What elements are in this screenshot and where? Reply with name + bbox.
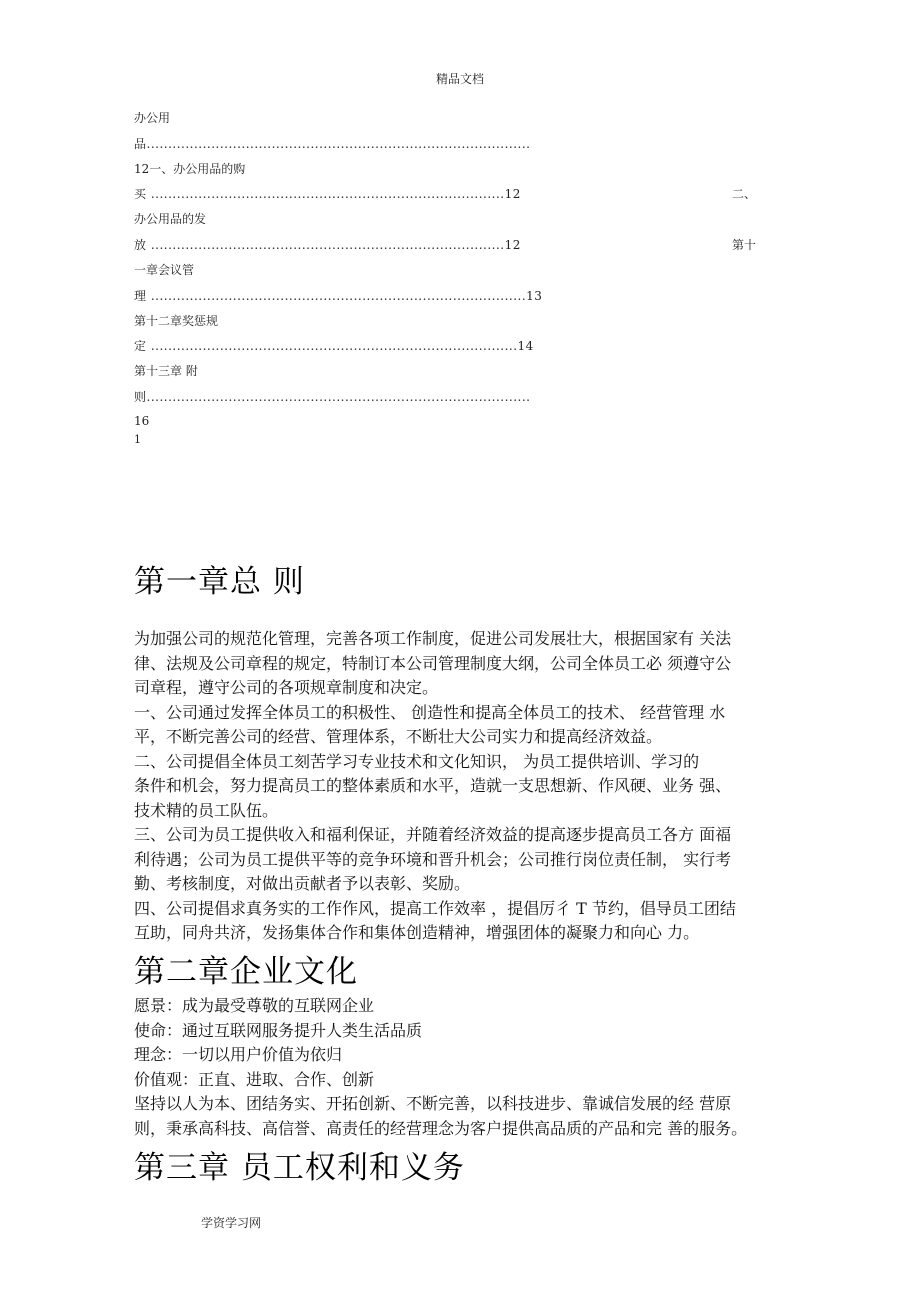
page-footer: 学资学习网 (201, 1216, 262, 1230)
body-line: 则，秉承高科技、高信誉、高责任的经营理念为客户提供高品质的产品和完 善的服务。 (134, 1118, 748, 1138)
body-line: 条件和机会，努力提高员工的整体素质和水平，造就一支思想新、作风硬、业务 强、 (134, 776, 732, 795)
toc-page-number: 1 (134, 433, 141, 446)
body-line: 司章程，遵守公司的各项规章制度和决定。 (134, 678, 439, 697)
toc-line: 办公用 (134, 111, 171, 125)
body-line: 互助，同舟共济，发扬集体合作和集体创造精神，增强团体的凝聚力和向心 力。 (134, 923, 700, 942)
body-line: 为加强公司的规范化管理，完善各项工作制度，促进公司发展壮大，根据国家有 关法 (134, 629, 732, 648)
body-line: 价值观：正直、进取、合作、创新 (134, 1069, 375, 1089)
body-line: 技术精的员工队伍。 (134, 800, 279, 820)
body-line: 利待遇；公司为员工提供平等的竞争环境和晋升机会；公司推行岗位责任制， 实行考 (134, 849, 732, 869)
chapter-2-body (134, 994, 786, 1141)
toc-line: 第十三章 附 (134, 364, 198, 378)
toc-line: 买 ..................................................................................12 (134, 187, 521, 201)
chapter-3-title: 第三章 员工权利和义务 (134, 1150, 465, 1186)
body-line: 三、公司为员工提供收入和福利保证，并随着经济效益的提高逐步提高员工各方 面福 (134, 825, 732, 844)
body-line: 理念：一切以用户价值为依归 (134, 1045, 343, 1064)
body-line: 平，不断完善公司的经营、管理体系，不断壮大公司实力和提高经济效益。 (134, 727, 663, 746)
body-line: 使命：通过互联网服务提升人类生活品质 (134, 1020, 423, 1040)
chapter-2-title: 第二章企业文化 (134, 954, 358, 990)
toc-line: 二、 (732, 187, 757, 201)
body-line: 四、公司提倡求真务实的工作作风，提高工作效率 ，提倡厉彳 T 节约，倡导员工团结 (134, 898, 736, 918)
body-line: 律、法规及公司章程的规定，特制订本公司管理制度大纲，公司全体员工必 须遵守公 (134, 653, 732, 673)
toc-line: 第十 (732, 238, 757, 252)
toc-line: 办公用品的发 (134, 212, 207, 226)
toc-line: 放 ..................................................................................12 (134, 238, 521, 252)
toc-line: 品......................................................................................... (134, 137, 531, 151)
toc-line: 理 .......................................................................................13 (134, 289, 543, 303)
body-line: 勤、考核制度，对做出贡献者予以表彰、奖励。 (134, 874, 471, 893)
chapter-1-title: 第一章总 则 (134, 564, 305, 600)
toc-line: 一章会议管 (134, 263, 195, 277)
body-line: 愿景：成为最受尊敬的互联网企业 (134, 996, 375, 1015)
toc-line: 12一、办公用品的购 (134, 162, 246, 176)
toc-line: 则......................................................................................... (134, 390, 531, 404)
toc-page-number: 16 (134, 414, 150, 428)
page-header: 精品文档 (435, 72, 484, 86)
chapter-1-body (134, 627, 786, 946)
toc-line: 第十二章奖惩规 (134, 314, 219, 328)
body-line: 一、公司通过发挥全体员工的积极性、 创造性和提高全体员工的技术、 经营管理 水 (134, 702, 726, 722)
body-line: 二、公司提倡全体员工刻苦学习专业技术和文化知识， 为员工提供培训、学习的 (134, 751, 700, 771)
toc-line: 定 .....................................................................................14 (134, 339, 534, 353)
body-line: 坚持以人为本、团结务实、开拓创新、不断完善，以科技进步、靠诚信发展的经 营原 (134, 1094, 732, 1113)
